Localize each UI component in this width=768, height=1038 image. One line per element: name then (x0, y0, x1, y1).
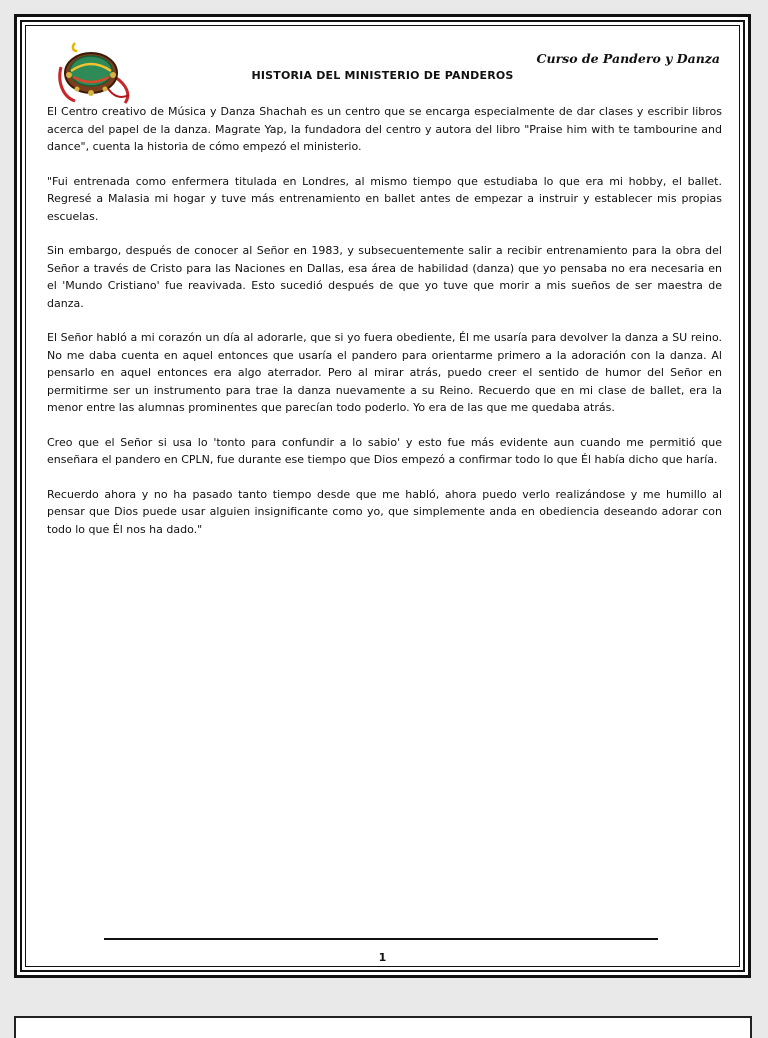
paragraph: Recuerdo ahora y no ha pasado tanto tiempo desde que me habló, ahora puedo verlo realizándose y me humillo al pensar que Dios puede usar alguien insignificante como yo, que simplemente anda en obediencia deseando adorar con todo lo que Él nos ha dado." (47, 487, 722, 536)
course-title: Curso de Pandero y Danza (536, 51, 720, 66)
document-page (14, 14, 751, 978)
paragraph: Creo que el Señor si usa lo 'tonto para confundir a lo sabio' y esto fue más evidente aun cuando me permitió que enseñara el pandero en CPLN, fue durante ese tiempo que Dios empezó a confirmar todo lo que Él había dicho que haría. (47, 435, 722, 466)
document-title: HISTORIA DEL MINISTERIO DE PANDEROS (251, 69, 514, 82)
page-number: 1 (378, 951, 387, 964)
paragraph: "Fui entrenada como enfermera titulada en Londres, al mismo tiempo que estudiaba lo que era mi hobby, el ballet. Regresé a Malasia mi hogar y tuve más entrenamiento en ballet antes de empezar a instruir y establecer mis propias escuelas. (47, 174, 722, 223)
footer-divider (104, 938, 658, 940)
document-body (47, 103, 722, 555)
paragraph: Sin embargo, después de conocer al Señor en 1983, y subsecuentemente salir a recibir entrenamiento para la obra del Señor a través de Cristo para las Naciones en Dallas, esa área de habilidad (danza) que yo pensaba no era necesaria en el 'Mundo Cristiano' fue reavivada. Esto sucedió después de que yo tuve que morir a mis sueños de ser maestra de danza. (47, 244, 722, 310)
paragraph: El Señor habló a mi corazón un día al adorarle, que si yo fuera obediente, Él me usaría para devolver la danza a SU reino. No me daba cuenta en aquel entonces que usaría el pandero para orientarme primero a la adoración con la danza. Al pensarlo en aquel entonces era algo aterrador. Pero al mirar atrás, puedo creer el sentido de humor del Señor en permitirme ser un instrumento para trae la danza nuevamente a su Reino. Recuerdo que en mi clase de ballet, era la menor entre las alumnas prominentes que parecían todo poderlo. Yo era de las que me quedaba atrás. (47, 331, 722, 414)
paragraph: El Centro creativo de Música y Danza Shachah es un centro que se encarga especialmente de dar clases y escribir libros acerca del papel de la danza. Magrate Yap, la fundadora del centro y autora del libro "Praise him with te tambourine and dance", cuenta la historia de cómo empezó el ministerio. (47, 105, 722, 153)
next-page-edge (14, 1016, 752, 1038)
